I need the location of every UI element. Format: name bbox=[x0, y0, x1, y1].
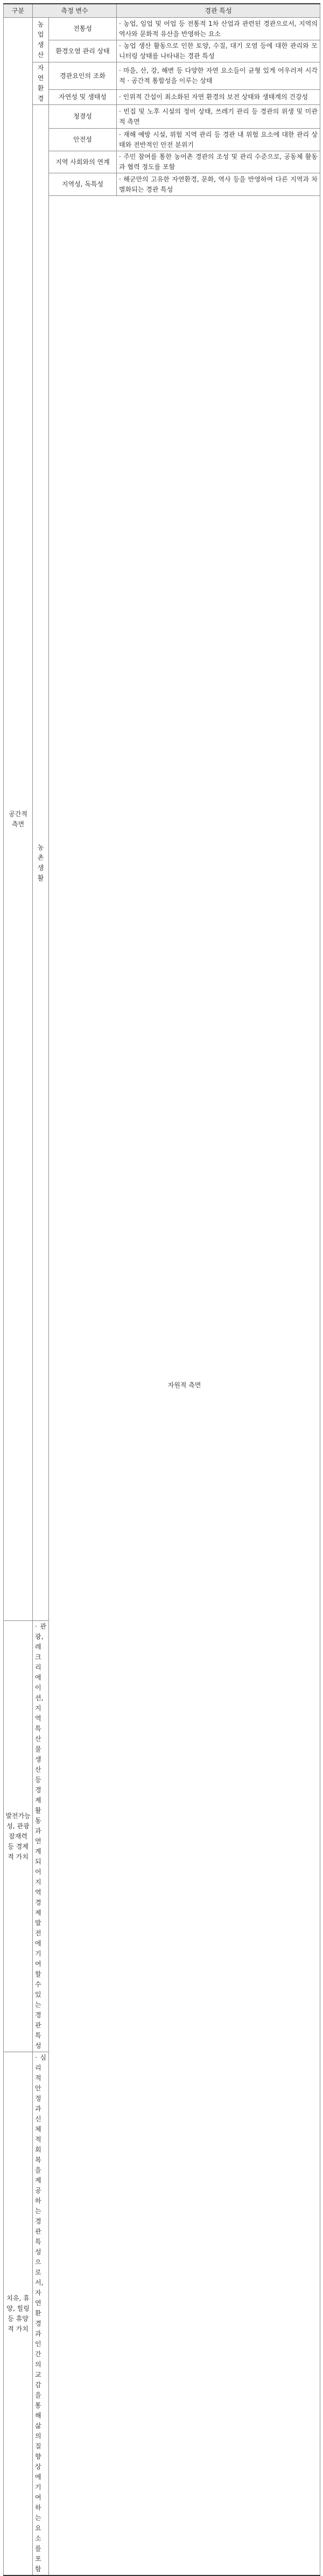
description-cell: · 주민 참여를 통한 농어촌 경관의 조성 및 관리 수준으로, 공동체 활동과 협력 정도를 포함 bbox=[117, 151, 320, 173]
subcategory-natural-environment: 자연 환경 bbox=[33, 62, 49, 105]
description-cell: · 빈집 및 노후 시설의 정비 상태, 쓰레기 관리 등 경관의 위생 및 미관적 측면 bbox=[117, 105, 320, 129]
table-row bbox=[4, 129, 320, 151]
description-cell: · 심리적 안정과 신체적 회복을 제공하는 경관 특성으로서, 자연환경과 인간의 교감을 통해 삶의 질 향상에 기여하는 요소를 포함 bbox=[33, 2052, 49, 2576]
table-row bbox=[4, 105, 320, 129]
description-cell: · 해군만의 고유한 자연환경, 문화, 역사 등을 반영하여 다른 지역과 차별화되는 경관 특성 bbox=[117, 173, 320, 196]
table-row bbox=[4, 173, 320, 196]
variable-cell: 지역성, 독특성 bbox=[49, 173, 117, 196]
table-row bbox=[4, 151, 320, 173]
description-cell: · 농업, 임업 및 어업 등 전통적 1차 산업과 관련된 경관으로서, 지역의 역사와 문화적 유산을 반영하는 요소 bbox=[117, 18, 320, 40]
table-row bbox=[4, 40, 320, 62]
subcategory-rural-life: 농촌 생활 bbox=[33, 105, 49, 1621]
header-characteristic: 경관 특성 bbox=[117, 4, 320, 18]
landscape-characteristics-table bbox=[3, 3, 320, 2576]
table-row bbox=[4, 18, 320, 40]
variable-cell: 치유, 휴양, 힐링 등 휴양적 가치 bbox=[4, 2052, 33, 2576]
header-row bbox=[4, 4, 320, 18]
variable-cell: 안전성 bbox=[49, 129, 117, 151]
variable-cell: 청결성 bbox=[49, 105, 117, 129]
description-cell: · 인위적 간섭이 최소화된 자연 환경의 보전 상태와 생태계의 건강성 bbox=[117, 90, 320, 105]
table-row bbox=[4, 62, 320, 90]
table-row bbox=[4, 196, 320, 965]
header-variable: 측정 변수 bbox=[33, 4, 117, 18]
description-cell: · 마을, 산, 강, 해변 등 다양한 자연 요소들이 균형 있게 어우러져 시각적 · 공간적 통합성을 이루는 상태 bbox=[117, 62, 320, 90]
subcategory-agri-production: 농업 생산 bbox=[33, 18, 49, 62]
variable-cell: 환경오염 관리 상태 bbox=[49, 40, 117, 62]
variable-cell: 자연성 및 생태성 bbox=[49, 90, 117, 105]
variable-cell: 발전가능성, 관광잠재력 등 경제적 가치 bbox=[4, 1621, 33, 2052]
description-cell: · 관광, 레크리에이션, 지역 특산물 생산 등 경제 활동과 연계되어 지역 경제 발전에 기여할 수 있는 경관 특성 bbox=[33, 1621, 49, 2052]
variable-cell: 지역 사회와의 연계 bbox=[49, 151, 117, 173]
category-resource: 자원적 측면 bbox=[49, 196, 320, 2576]
description-cell: · 농업 생산 활동으로 인한 토양, 수질, 대기 오염 등에 대한 관리와 모니터링 상태를 나타내는 경관 특성 bbox=[117, 40, 320, 62]
variable-cell: 전통성 bbox=[49, 18, 117, 40]
header-category: 구분 bbox=[4, 4, 33, 18]
variable-cell: 경관요인의 조화 bbox=[49, 62, 117, 90]
description-cell: · 재해 예방 시설, 위험 지역 관리 등 경관 내 위험 요소에 대한 관리 상태와 전반적인 안전 분위기 bbox=[117, 129, 320, 151]
category-spatial: 공간적 측면 bbox=[4, 18, 33, 1621]
table-row bbox=[4, 90, 320, 105]
